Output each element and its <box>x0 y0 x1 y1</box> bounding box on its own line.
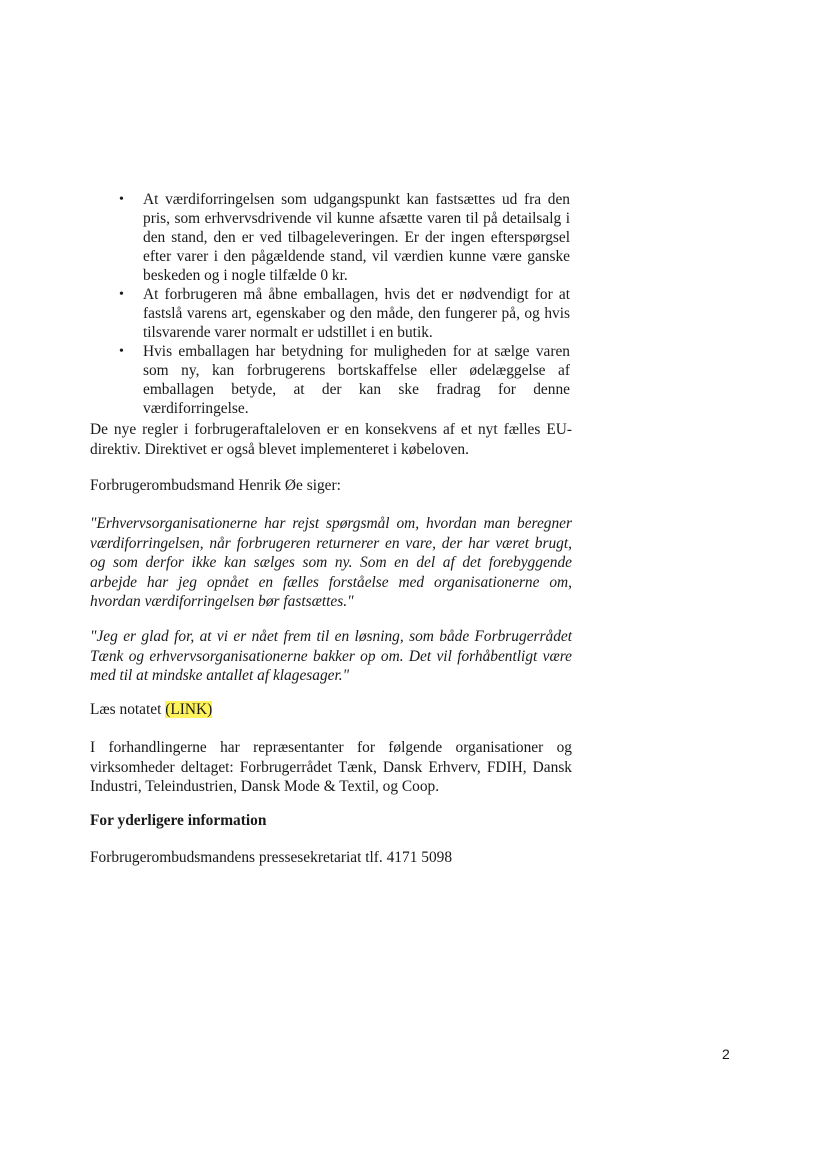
bullet-list <box>118 190 570 418</box>
list-item <box>118 190 570 285</box>
page-number: 2 <box>722 1046 730 1062</box>
quote-intro: Forbrugerombudsmand Henrik Øe siger: <box>90 477 341 494</box>
note-link[interactable]: (LINK) <box>165 701 213 718</box>
bullet-text: At forbrugeren må åbne emballagen, hvis det er nødvendigt for at fastslå varens art, egenskaber og den måde, den fungerer på, og hvis tilsvarende varer normalt er udstillet i en butik. <box>143 286 570 341</box>
info-heading: For yderligere information <box>90 812 267 829</box>
bullet-marker: • <box>119 287 124 302</box>
paragraph-organisations: I forhandlingerne har repræsentanter for følgende organisationer og virksomheder deltaget: Forbrugerrådet Tænk, Dansk Erhverv, FDIH, Dansk Industri, Teleindustrien, Dansk Mode & Textil, og Coop. <box>90 739 572 795</box>
bullet-text: Hvis emballagen har betydning for muligheden for at sælge varen som ny, kan forbrugerens bortskaffelse eller ødelæggelse af emballagen betyde, at der kan ske fradrag for denne værdiforringelse. <box>143 343 570 417</box>
list-item <box>118 285 570 342</box>
bullet-marker: • <box>119 344 124 359</box>
list-item <box>118 342 570 418</box>
contact-line: Forbrugerombudsmandens pressesekretariat tlf. 4171 5098 <box>90 849 453 866</box>
bullet-marker: • <box>119 192 124 207</box>
quote-2: "Jeg er glad for, at vi er nået frem til en løsning, som både Forbrugerrådet Tænk og erhvervsorganisationerne bakker op om. Det vil forhåbentligt være med til at mindske antallet af klagesager." <box>90 628 572 684</box>
bullet-text: At værdiforringelsen som udgangspunkt kan fastsættes ud fra den pris, som erhvervsdrivende vil kunne afsætte varen til på detailsalg i den stand, den er ved tilbageleveringen. Er der ingen efterspørgsel efter varer i den pågældende stand, vil værdien kunne være ganske beskeden og i nogle tilfælde 0 kr. <box>143 191 570 284</box>
read-note-text: Læs notatet <box>90 701 162 718</box>
quote-1: "Erhvervsorganisationerne har rejst spørgsmål om, hvordan man beregner værdiforringelsen, når forbrugeren returnerer en vare, der har været brugt, og som derfor ikke kan sælges som ny. Som en del af det forebyggende arbejde har jeg opnået en fælles forståelse med organisationerne om, hvordan værdiforringelsen bør fastsættes." <box>90 515 572 610</box>
paragraph-rules: De nye regler i forbrugeraftaleloven er en konsekvens af et nyt fælles EU-direktiv. Direktivet er også blevet implementeret i købeloven. <box>90 421 572 458</box>
read-note-line <box>90 700 572 720</box>
